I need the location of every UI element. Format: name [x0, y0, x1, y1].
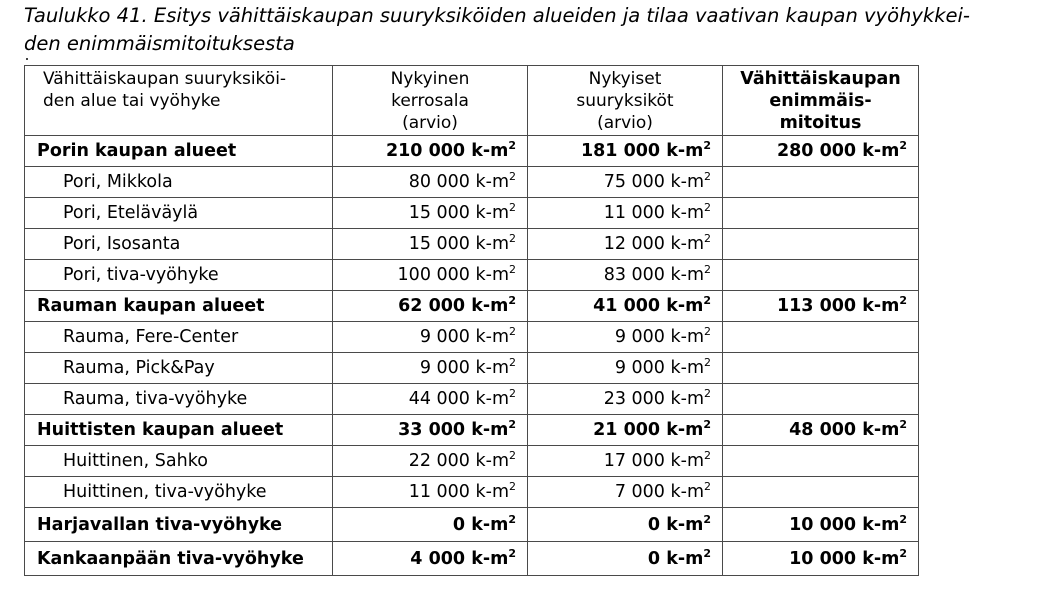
cell-floor: [333, 322, 528, 353]
cell-value: 210 000: [385, 141, 466, 161]
header-floor-line-3: (arvio): [402, 113, 458, 133]
unit-label: k-m: [862, 548, 900, 569]
unit-exponent: 2: [899, 294, 907, 307]
cell-area-name: Porin kaupan alueet: [25, 136, 333, 167]
unit-label: k-m: [862, 296, 900, 316]
table-row: [25, 542, 919, 576]
cell-value: 23 000: [603, 389, 665, 409]
caption-line-2: den enimmäismitoituksesta: [24, 32, 295, 55]
unit-exponent: 2: [509, 170, 516, 183]
cell-units: [528, 508, 723, 542]
cell-max: [723, 260, 919, 291]
unit-label: k-m: [862, 514, 900, 535]
cell-value: 9 000: [614, 358, 665, 378]
cell-value: 9 000: [419, 327, 470, 347]
cell-area-name: Huittinen, Sahko: [25, 446, 333, 477]
unit-label: k-m: [670, 451, 704, 471]
cell-value: 9 000: [419, 358, 470, 378]
unit-label: k-m: [471, 548, 509, 569]
unit-label: k-m: [475, 358, 509, 378]
unit-label: k-m: [475, 172, 509, 192]
unit-label: k-m: [666, 141, 704, 161]
cell-units: [528, 415, 723, 446]
cell-area-name: Pori, Mikkola: [25, 167, 333, 198]
table-row: [25, 446, 919, 477]
unit-exponent: 2: [704, 387, 711, 400]
cell-units: [528, 477, 723, 508]
unit-label: k-m: [475, 265, 509, 285]
cell-value: 0: [452, 514, 466, 535]
cell-max: [723, 446, 919, 477]
cell-value: 80 000: [408, 172, 470, 192]
cell-max: [723, 198, 919, 229]
cell-floor: [333, 260, 528, 291]
cell-value: 17 000: [603, 451, 665, 471]
unit-label: k-m: [475, 234, 509, 254]
table-row: [25, 415, 919, 446]
table-row: [25, 136, 919, 167]
cell-value: 62 000: [398, 296, 466, 316]
unit-label: k-m: [666, 514, 704, 535]
cell-max: [723, 291, 919, 322]
cell-units: [528, 542, 723, 576]
cell-area-name: Huittisten kaupan alueet: [25, 415, 333, 446]
cell-value: 10 000: [789, 548, 857, 569]
cell-units: [528, 167, 723, 198]
unit-exponent: 2: [703, 139, 711, 152]
cell-floor: [333, 542, 528, 576]
header-units-line-1: Nykyiset: [588, 69, 662, 89]
cell-value: 44 000: [408, 389, 470, 409]
cell-max: [723, 508, 919, 542]
cell-units: [528, 353, 723, 384]
header-area-line-1: Vähittäiskaupan suuryksiköi-: [43, 69, 287, 89]
cell-max: [723, 384, 919, 415]
cell-units: [528, 260, 723, 291]
cell-floor: [333, 198, 528, 229]
unit-exponent: 2: [508, 139, 516, 152]
unit-exponent: 2: [509, 325, 516, 338]
unit-exponent: 2: [509, 263, 516, 276]
unit-label: k-m: [670, 389, 704, 409]
table-row: [25, 167, 919, 198]
cell-area-name: Pori, Isosanta: [25, 229, 333, 260]
table-row: [25, 384, 919, 415]
table-row: [25, 291, 919, 322]
cell-max: [723, 353, 919, 384]
cell-value: 10 000: [789, 514, 857, 535]
cell-area-name: Rauman kaupan alueet: [25, 291, 333, 322]
cell-value: 11 000: [603, 203, 665, 223]
cell-max: [723, 229, 919, 260]
cell-value: 11 000: [408, 482, 470, 502]
unit-exponent: 2: [704, 201, 711, 214]
unit-label: k-m: [666, 296, 704, 316]
unit-exponent: 2: [704, 170, 711, 183]
cell-area-name: Harjavallan tiva-vyöhyke: [25, 508, 333, 542]
cell-floor: [333, 291, 528, 322]
cell-max: [723, 136, 919, 167]
cell-units: [528, 229, 723, 260]
unit-label: k-m: [666, 420, 704, 440]
cell-units: [528, 384, 723, 415]
cell-value: 9 000: [614, 327, 665, 347]
unit-exponent: 2: [704, 480, 711, 493]
unit-exponent: 2: [703, 512, 711, 526]
cell-area-name: Rauma, tiva-vyöhyke: [25, 384, 333, 415]
cell-value: 7 000: [614, 482, 665, 502]
header-max-line-3: mitoitus: [779, 113, 862, 133]
cell-area-name: Kankaanpään tiva-vyöhyke: [25, 542, 333, 576]
table-body: [25, 136, 919, 576]
cell-floor: [333, 384, 528, 415]
cell-value: 100 000: [397, 265, 470, 285]
header-floor-line-2: kerrosala: [391, 91, 469, 111]
unit-label: k-m: [862, 141, 900, 161]
cell-value: 21 000: [593, 420, 661, 440]
cell-value: 83 000: [603, 265, 665, 285]
cell-area-name: Rauma, Fere-Center: [25, 322, 333, 353]
unit-exponent: 2: [704, 263, 711, 276]
unit-exponent: 2: [703, 418, 711, 431]
header-max-line-2: enimmäis-: [769, 91, 872, 111]
unit-exponent: 2: [508, 546, 516, 560]
unit-exponent: 2: [703, 546, 711, 560]
header-row: [25, 66, 919, 136]
cell-floor: [333, 446, 528, 477]
unit-label: k-m: [670, 234, 704, 254]
unit-label: k-m: [471, 141, 509, 161]
cell-value: 0: [647, 514, 661, 535]
cell-value: 75 000: [603, 172, 665, 192]
header-current-units: [528, 66, 723, 136]
unit-label: k-m: [475, 451, 509, 471]
unit-label: k-m: [670, 265, 704, 285]
unit-exponent: 2: [899, 546, 907, 560]
cell-value: 280 000: [776, 141, 857, 161]
unit-exponent: 2: [899, 418, 907, 431]
cell-units: [528, 446, 723, 477]
unit-exponent: 2: [509, 387, 516, 400]
unit-exponent: 2: [899, 512, 907, 526]
cell-units: [528, 136, 723, 167]
cell-area-name: Pori, Eteläväylä: [25, 198, 333, 229]
cell-floor: [333, 229, 528, 260]
unit-label: k-m: [475, 203, 509, 223]
cell-units: [528, 198, 723, 229]
unit-exponent: 2: [509, 232, 516, 245]
unit-label: k-m: [475, 482, 509, 502]
header-floor-line-1: Nykyinen: [390, 69, 470, 89]
cell-max: [723, 542, 919, 576]
cell-value: 41 000: [593, 296, 661, 316]
unit-label: k-m: [471, 514, 509, 535]
unit-label: k-m: [670, 172, 704, 192]
caption-line-1: Taulukko 41. Esitys vähittäiskaupan suuryksiköiden alueiden ja tilaa vaativan kaupan vyöhykkei-: [24, 4, 970, 27]
unit-exponent: 2: [509, 480, 516, 493]
cell-area-name: Rauma, Pick&Pay: [25, 353, 333, 384]
unit-label: k-m: [475, 327, 509, 347]
cell-value: 12 000: [603, 234, 665, 254]
cell-floor: [333, 477, 528, 508]
unit-exponent: 2: [704, 232, 711, 245]
cell-value: 48 000: [789, 420, 857, 440]
unit-label: k-m: [670, 203, 704, 223]
unit-exponent: 2: [508, 418, 516, 431]
unit-exponent: 2: [704, 325, 711, 338]
cell-value: 113 000: [776, 296, 857, 316]
table-row: [25, 508, 919, 542]
cell-value: 15 000: [408, 234, 470, 254]
cell-value: 4 000: [410, 548, 466, 569]
header-area-line-2: den alue tai vyöhyke: [43, 91, 221, 111]
cell-max: [723, 477, 919, 508]
table-row: [25, 477, 919, 508]
cell-units: [528, 291, 723, 322]
header-floor-area: [333, 66, 528, 136]
unit-label: k-m: [862, 420, 900, 440]
unit-exponent: 2: [704, 356, 711, 369]
unit-exponent: 2: [509, 356, 516, 369]
unit-label: k-m: [666, 548, 704, 569]
cell-value: 33 000: [398, 420, 466, 440]
cell-max: [723, 322, 919, 353]
cell-max: [723, 415, 919, 446]
table-row: [25, 260, 919, 291]
cell-max: [723, 167, 919, 198]
cell-floor: [333, 508, 528, 542]
cell-value: 0: [647, 548, 661, 569]
table-row: [25, 353, 919, 384]
cell-area-name: Pori, tiva-vyöhyke: [25, 260, 333, 291]
table-row: [25, 229, 919, 260]
header-area: [25, 66, 333, 136]
table-row: [25, 198, 919, 229]
unit-exponent: 2: [508, 294, 516, 307]
unit-label: k-m: [670, 327, 704, 347]
unit-exponent: 2: [508, 512, 516, 526]
unit-exponent: 2: [703, 294, 711, 307]
cell-units: [528, 322, 723, 353]
table-caption: [24, 2, 1034, 58]
header-units-line-2: suuryksiköt: [576, 91, 674, 111]
unit-label: k-m: [670, 358, 704, 378]
unit-exponent: 2: [899, 139, 907, 152]
header-max-dimension: [723, 66, 919, 136]
unit-label: k-m: [471, 296, 509, 316]
cell-area-name: Huittinen, tiva-vyöhyke: [25, 477, 333, 508]
unit-label: k-m: [475, 389, 509, 409]
header-units-line-3: (arvio): [597, 113, 653, 133]
unit-exponent: 2: [509, 201, 516, 214]
cell-value: 22 000: [408, 451, 470, 471]
cell-floor: [333, 136, 528, 167]
cell-floor: [333, 415, 528, 446]
unit-exponent: 2: [704, 449, 711, 462]
unit-exponent: 2: [509, 449, 516, 462]
cell-value: 181 000: [580, 141, 661, 161]
cell-value: 15 000: [408, 203, 470, 223]
unit-label: k-m: [471, 420, 509, 440]
cell-floor: [333, 167, 528, 198]
cell-floor: [333, 353, 528, 384]
retail-area-table: [24, 65, 919, 576]
stray-mark: [26, 58, 28, 60]
unit-label: k-m: [670, 482, 704, 502]
table-row: [25, 322, 919, 353]
header-max-line-1: Vähittäiskaupan: [740, 69, 901, 89]
